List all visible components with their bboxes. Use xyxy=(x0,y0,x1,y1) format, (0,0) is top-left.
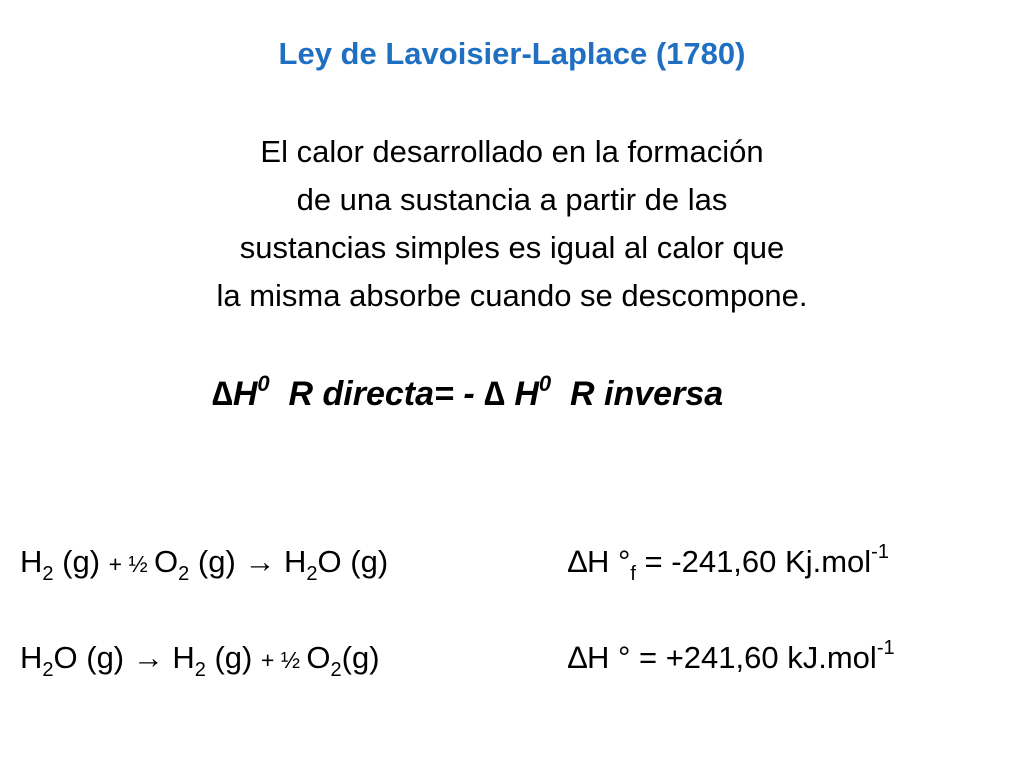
enthalpy-value xyxy=(568,638,895,678)
eq-text: ∆H ° xyxy=(568,640,631,675)
slide-title: Ley de Lavoisier-Laplace (1780) xyxy=(278,36,746,71)
eq-text: (g) xyxy=(53,544,109,579)
eq-text: (g) xyxy=(341,640,380,675)
eq-subscript: 2 xyxy=(330,659,342,681)
eq-subscript: 2 xyxy=(194,659,206,681)
eq-superscript: -1 xyxy=(876,637,895,659)
formula-middle: R directa= - xyxy=(269,375,485,413)
eq-subscript: 2 xyxy=(306,563,318,585)
law-statement xyxy=(0,128,1024,320)
eq-subscript: 2 xyxy=(178,563,190,585)
statement-line-4: la misma absorbe cuando se descompone. xyxy=(216,278,808,313)
eq-text: ½ xyxy=(122,551,155,577)
delta-symbol: ∆ xyxy=(212,375,233,413)
decomposition-equation xyxy=(20,637,895,681)
formula-sup-right: 0 xyxy=(538,371,552,396)
statement-line-1: El calor desarrollado en la formación xyxy=(260,134,764,169)
eq-text: O xyxy=(306,640,331,675)
eq-text: H xyxy=(20,544,43,579)
statement-line-2: de una sustancia a partir de las xyxy=(296,182,728,217)
statement-line-3: sustancias simples es igual al calor que xyxy=(239,230,785,265)
eq-text: O (g) xyxy=(317,544,389,579)
eq-text: H xyxy=(20,640,43,675)
eq-subscript: 2 xyxy=(42,563,54,585)
delta-symbol: ∆ xyxy=(484,375,505,413)
reaction xyxy=(20,640,380,681)
eq-text: (g) → H xyxy=(189,544,307,579)
eq-text: (g) xyxy=(205,640,261,675)
eq-text: = +241,60 kJ.mol xyxy=(630,640,877,675)
eq-subscript: 2 xyxy=(42,659,54,681)
eq-subscript: f xyxy=(630,563,636,585)
formula-end: R inversa xyxy=(551,375,724,413)
formula-h-right: H xyxy=(504,375,539,413)
eq-text: O (g) → H xyxy=(53,640,195,675)
formula-h-left: H xyxy=(232,375,258,413)
eq-text: = -241,60 Kj.mol xyxy=(635,544,872,579)
eq-text: ½ xyxy=(274,647,307,673)
reaction xyxy=(20,544,389,585)
eq-text: + xyxy=(261,647,275,673)
eq-text: ∆H ° xyxy=(568,544,631,579)
formation-equation xyxy=(20,541,889,585)
enthalpy-value xyxy=(568,541,889,585)
law-formula xyxy=(212,366,723,422)
eq-text: + xyxy=(108,551,123,577)
eq-superscript: -1 xyxy=(871,541,889,563)
formula-sup-left: 0 xyxy=(257,371,270,396)
eq-text: O xyxy=(154,544,179,579)
